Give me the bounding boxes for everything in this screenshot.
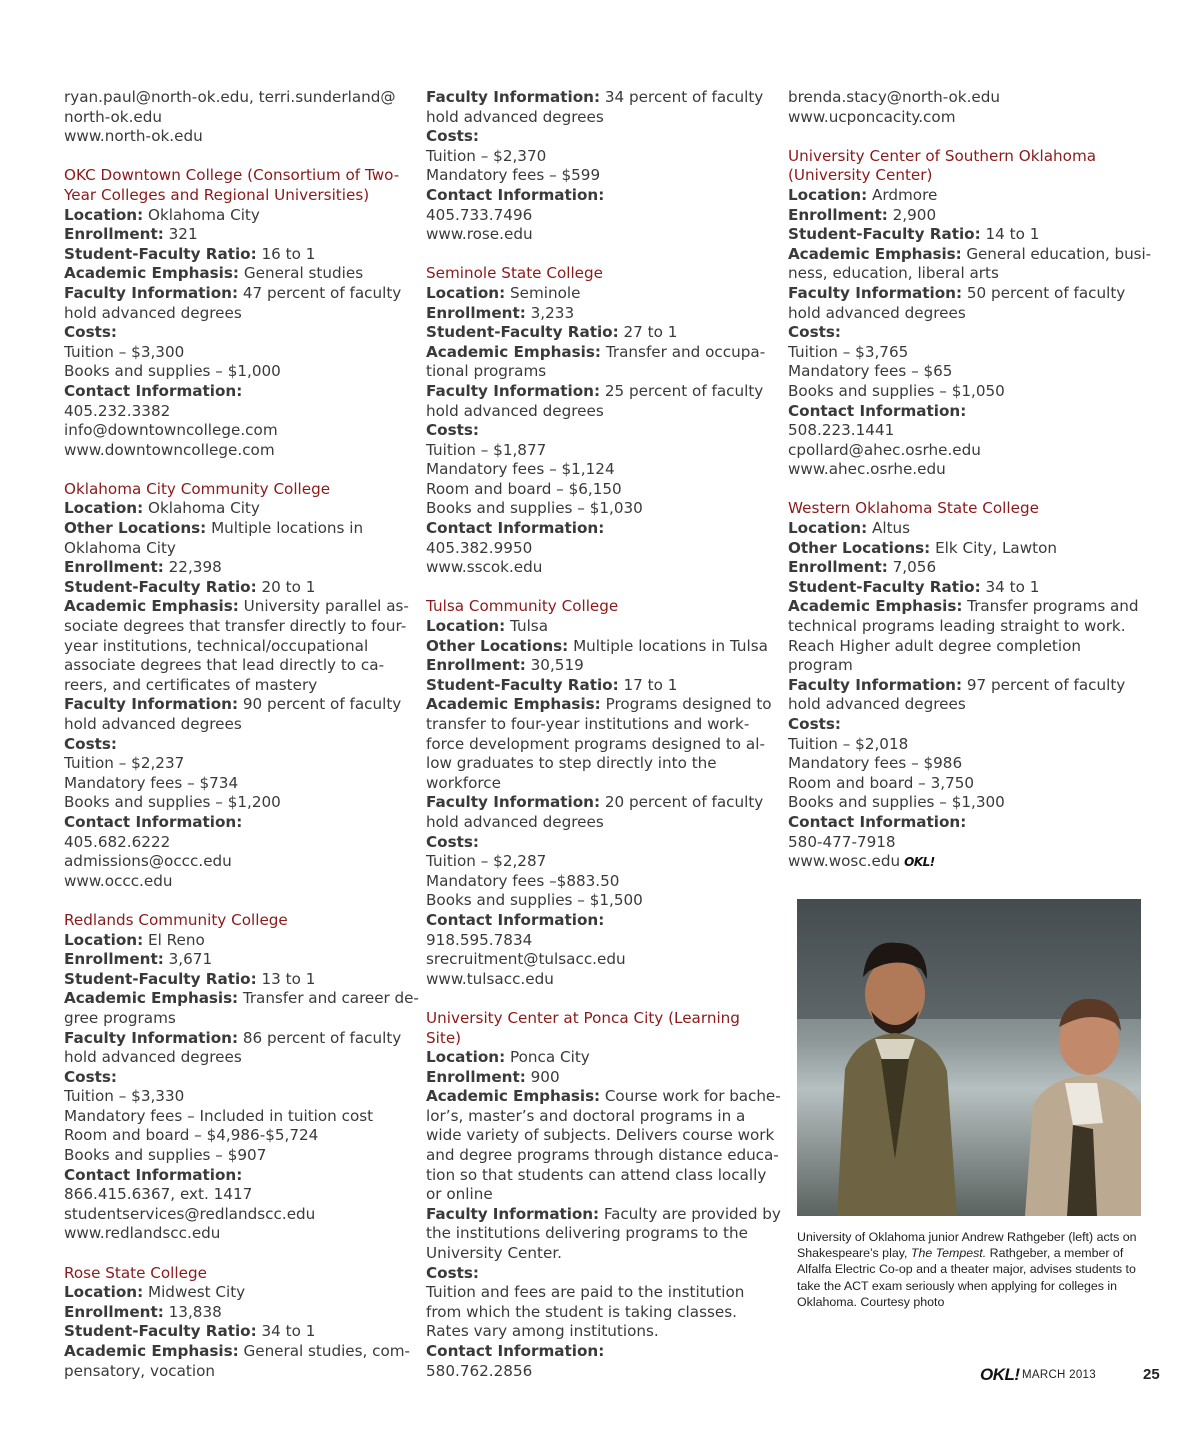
field-line — [426, 519, 768, 539]
field-label: Contact Information: — [426, 910, 605, 929]
college-heading: (University Center) — [788, 166, 933, 185]
text-line: Mandatory fees – $1,124 — [426, 460, 615, 479]
field-value: Transfer and occupa- — [601, 342, 766, 361]
text-line: www.ahec.osrhe.edu — [788, 460, 946, 479]
text-line: Books and supplies – $1,300 — [788, 793, 1005, 812]
field-line — [788, 206, 1130, 226]
field-label: Academic Emphasis: — [64, 989, 239, 1008]
spacer — [64, 147, 406, 167]
field-line — [426, 421, 768, 441]
field-value: Faculty are provided by — [599, 1204, 781, 1223]
text-line: 405.232.3382 — [64, 401, 171, 420]
field-value: General education, busi- — [961, 244, 1152, 263]
text-line: www.ucponcacity.com — [788, 107, 956, 126]
photo-caption — [797, 1229, 1143, 1310]
text-line: Books and supplies – $1,030 — [426, 499, 643, 518]
field-label: Academic Emphasis: — [426, 342, 601, 361]
text-line: 580-477-7918 — [788, 832, 896, 851]
field-line — [426, 1264, 768, 1284]
field-line — [64, 1166, 406, 1186]
field-value: 50 percent of faculty — [962, 283, 1126, 302]
field-value: 25 percent of faculty — [600, 381, 764, 400]
text-line: workforce — [426, 773, 501, 792]
text-line: studentservices@redlandscc.edu — [64, 1204, 316, 1223]
field-label: Contact Information: — [788, 401, 967, 420]
text-line: sociate degrees that transfer directly to four- — [64, 617, 407, 636]
field-line — [426, 1342, 768, 1362]
text-line: brenda.stacy@north-ok.edu — [788, 88, 1001, 106]
field-line — [64, 1029, 406, 1049]
text-line: Tuition – $2,370 — [426, 146, 547, 165]
text-line: hold advanced degrees — [788, 695, 966, 714]
field-value: Multiple locations in Tulsa — [568, 636, 768, 655]
field-line — [64, 323, 406, 343]
field-value: Ardmore — [867, 185, 938, 204]
field-value: University parallel as- — [238, 597, 409, 616]
photo-actors — [797, 899, 1141, 1216]
text-column-2 — [426, 88, 781, 1381]
text-line: tional programs — [426, 362, 547, 381]
field-value: Tulsa — [505, 617, 549, 636]
field-label: Enrollment: — [426, 656, 526, 675]
field-label: Faculty Information: — [64, 283, 239, 302]
text-line: technical programs leading straight to work. — [788, 617, 1126, 636]
text-line: 508.223.1441 — [788, 421, 895, 440]
field-label: Contact Information: — [426, 185, 605, 204]
field-line — [64, 245, 406, 265]
field-line — [64, 1283, 406, 1303]
field-label: Academic Emphasis: — [426, 695, 601, 714]
field-line — [64, 264, 406, 284]
field-line — [426, 186, 768, 206]
caption-play-title: The Tempest. — [910, 1246, 987, 1261]
page-footer — [980, 1365, 1170, 1389]
spacer — [788, 480, 1130, 500]
field-line — [64, 284, 406, 304]
field-label: Contact Information: — [426, 519, 605, 538]
field-value: 34 to 1 — [256, 1322, 316, 1341]
text-line: www.redlandscc.edu — [64, 1224, 221, 1243]
field-value: El Reno — [143, 930, 205, 949]
field-value: 2,900 — [887, 205, 937, 224]
text-line: www.north-ok.edu — [64, 127, 203, 146]
field-line — [64, 1068, 406, 1088]
field-line — [426, 127, 768, 147]
college-heading: Year Colleges and Regional Universities) — [64, 185, 370, 204]
field-line — [64, 382, 406, 402]
field-value: Transfer and career de- — [238, 989, 419, 1008]
field-value: 3,233 — [525, 303, 575, 322]
field-line — [426, 323, 768, 343]
field-label: Costs: — [64, 734, 117, 753]
field-value: Oklahoma City — [143, 499, 260, 518]
text-line: ness, education, liberal arts — [788, 264, 999, 283]
field-label: Academic Emphasis: — [64, 264, 239, 283]
field-label: Other Locations: — [426, 636, 569, 655]
field-line — [788, 597, 1139, 617]
field-line — [788, 402, 1130, 422]
college-heading: Site) — [426, 1028, 462, 1047]
field-line — [64, 695, 406, 715]
text-line: 918.595.7834 — [426, 930, 533, 949]
field-value: 86 percent of faculty — [238, 1028, 402, 1047]
field-line — [64, 1322, 406, 1342]
field-value: 90 percent of faculty — [238, 695, 402, 714]
field-value: Oklahoma City — [143, 205, 260, 224]
text-line: Room and board – $6,150 — [426, 479, 622, 498]
text-line: Room and board – 3,750 — [788, 773, 975, 792]
field-line — [64, 989, 419, 1009]
text-line: force development programs designed to al- — [426, 734, 765, 753]
text-line: Reach Higher adult degree completion — [788, 636, 1082, 655]
field-label: Costs: — [426, 127, 479, 146]
text-line: 866.415.6367, ext. 1417 — [64, 1185, 253, 1204]
text-line: hold advanced degrees — [64, 715, 242, 733]
field-label: Enrollment: — [788, 558, 888, 577]
text-line: pensatory, vocation — [64, 1361, 215, 1380]
field-label: Student-Faculty Ratio: — [64, 244, 257, 263]
college-heading: OKC Downtown College (Consortium of Two- — [64, 166, 400, 185]
field-value: 34 percent of faculty — [600, 88, 764, 106]
field-label: Faculty Information: — [426, 793, 601, 812]
field-label: Enrollment: — [426, 1067, 526, 1086]
text-line — [788, 852, 1130, 873]
field-value: 14 to 1 — [980, 225, 1040, 244]
field-value: Midwest City — [143, 1283, 246, 1302]
field-value: 97 percent of faculty — [962, 675, 1126, 694]
field-label: Location: — [64, 1283, 144, 1302]
text-line: www.sscok.edu — [426, 558, 543, 577]
field-label: Location: — [64, 205, 144, 224]
spacer — [426, 245, 768, 265]
field-value: 27 to 1 — [618, 323, 678, 342]
field-value: 20 to 1 — [256, 577, 316, 596]
text-line: hold advanced degrees — [64, 303, 242, 322]
field-label: Enrollment: — [64, 225, 164, 244]
field-label: Contact Information: — [64, 381, 243, 400]
field-label: Faculty Information: — [64, 1028, 239, 1047]
field-value: 34 to 1 — [980, 577, 1040, 596]
field-label: Costs: — [426, 421, 479, 440]
field-label: Other Locations: — [64, 519, 207, 538]
spacer — [426, 989, 768, 1009]
college-heading: Seminole State College — [426, 264, 603, 283]
text-line: Books and supplies – $1,200 — [64, 793, 281, 812]
text-line: Tuition – $3,300 — [64, 342, 185, 361]
college-heading: Oklahoma City Community College — [64, 479, 331, 498]
field-label: Contact Information: — [64, 1165, 243, 1184]
footer-logo: OKL! — [980, 1365, 1020, 1384]
field-label: Location: — [64, 499, 144, 518]
text-line: www.occc.edu — [64, 871, 173, 890]
field-line — [426, 833, 768, 853]
college-heading: Redlands Community College — [64, 910, 288, 929]
field-value: 3,671 — [163, 950, 213, 969]
field-line — [426, 911, 768, 931]
text-line: Tuition – $1,877 — [426, 440, 547, 459]
text-line: low graduates to step directly into the — [426, 754, 717, 773]
field-value: 30,519 — [525, 656, 584, 675]
text-line: Tuition – $3,330 — [64, 1087, 185, 1106]
college-heading: University Center at Ponca City (Learning — [426, 1008, 740, 1027]
field-label: Contact Information: — [788, 812, 967, 831]
college-heading: Rose State College — [64, 1263, 207, 1282]
field-value: 13 to 1 — [256, 969, 316, 988]
field-value: Ponca City — [505, 1048, 590, 1067]
field-label: Costs: — [788, 715, 841, 733]
field-line — [788, 813, 1130, 833]
text-line: www.rose.edu — [426, 225, 533, 244]
field-label: Academic Emphasis: — [426, 1087, 601, 1106]
text-line: transfer to four-year institutions and work- — [426, 715, 750, 733]
field-value: Programs designed to — [600, 695, 772, 714]
field-line — [64, 206, 406, 226]
text-line: Rates vary among institutions. — [426, 1322, 659, 1341]
text-line: tion so that students can attend class locally — [426, 1165, 767, 1184]
text-line: Tuition – $2,018 — [788, 734, 909, 753]
text-line: Tuition – $2,287 — [426, 852, 547, 871]
field-line — [788, 558, 1130, 578]
field-line — [64, 597, 409, 617]
field-line — [426, 656, 768, 676]
text-line: wide variety of subjects. Delivers course work — [426, 1126, 775, 1145]
field-line — [64, 931, 406, 951]
field-value: General studies — [239, 264, 364, 283]
field-label: Academic Emphasis: — [64, 1342, 239, 1360]
text-line: 405.682.6222 — [64, 832, 171, 851]
field-line — [64, 558, 406, 578]
field-label: Location: — [788, 519, 868, 538]
field-line — [64, 1303, 406, 1323]
field-line — [64, 499, 406, 519]
field-label: Faculty Information: — [64, 695, 239, 714]
field-line — [64, 735, 406, 755]
field-line — [788, 244, 1152, 265]
field-label: Faculty Information: — [426, 381, 601, 400]
field-line — [788, 225, 1130, 245]
field-line — [426, 676, 768, 696]
field-value: 20 percent of faculty — [600, 793, 764, 812]
text-line: Mandatory fees – $986 — [788, 754, 963, 773]
text-line: year institutions, technical/occupational — [64, 636, 369, 655]
field-label: Academic Emphasis: — [788, 597, 963, 616]
field-value: General studies, com- — [238, 1342, 410, 1360]
field-value: 22,398 — [163, 558, 222, 577]
college-heading: Tulsa Community College — [426, 597, 619, 616]
spacer — [64, 460, 406, 480]
field-label: Student-Faculty Ratio: — [426, 323, 619, 342]
field-line — [64, 813, 406, 833]
text-line: and degree programs through distance educa- — [426, 1146, 779, 1165]
field-label: Student-Faculty Ratio: — [788, 577, 981, 596]
text-line: 405.382.9950 — [426, 538, 533, 557]
text-line: www.downtowncollege.com — [64, 440, 275, 459]
field-line — [426, 793, 768, 813]
text-line: Tuition – $2,237 — [64, 754, 185, 773]
text-line: 405.733.7496 — [426, 205, 533, 224]
field-line — [426, 1204, 781, 1225]
field-value: Seminole — [505, 283, 581, 302]
field-value: Transfer programs and — [962, 597, 1139, 616]
field-label: Enrollment: — [426, 303, 526, 322]
field-label: Enrollment: — [64, 1302, 164, 1321]
text-line: hold advanced degrees — [426, 401, 604, 420]
field-line — [788, 676, 1130, 696]
text-line: Books and supplies – $1,500 — [426, 891, 643, 910]
text-line: hold advanced degrees — [64, 1048, 242, 1067]
text-line: www.tulsacc.edu — [426, 969, 554, 988]
text-line: gree programs — [64, 1008, 176, 1027]
field-label: Other Locations: — [788, 538, 931, 557]
text-line: Mandatory fees – Included in tuition cost — [64, 1106, 374, 1125]
spacer — [426, 578, 768, 598]
text-line: hold advanced degrees — [426, 812, 604, 831]
spacer — [64, 1244, 406, 1264]
text-line: admissions@occc.edu — [64, 852, 232, 871]
issue-date: MARCH 2013 — [1022, 1369, 1096, 1381]
field-value: 7,056 — [887, 558, 937, 577]
text-line: associate degrees that lead directly to ca- — [64, 656, 385, 675]
field-line — [426, 88, 768, 108]
field-value: 321 — [163, 225, 198, 244]
field-label: Costs: — [788, 323, 841, 342]
text-line: ryan.paul@north-ok.edu, terri.sunderland@ — [64, 88, 396, 106]
text-line: Room and board – $4,986-$5,724 — [64, 1126, 319, 1145]
field-line — [64, 519, 406, 539]
text-line: University Center. — [426, 1244, 562, 1263]
text-line: Books and supplies – $1,050 — [788, 381, 1005, 400]
caption-text-2: Rathgeber, a member of Alfalfa Electric Co-op and a theater major, advises students to take the ACT exam seriously when applying for colleges in Oklahoma. Courtesy photo — [797, 1246, 1136, 1309]
text-line: Tuition and fees are paid to the institution — [426, 1283, 745, 1302]
field-label: Enrollment: — [788, 205, 888, 224]
college-heading: Western Oklahoma State College — [788, 499, 1039, 518]
text-line: hold advanced degrees — [426, 107, 604, 126]
field-label: Faculty Information: — [426, 88, 601, 106]
text-line: Mandatory fees –$883.50 — [426, 871, 620, 890]
text-line: from which the student is taking classes. — [426, 1302, 737, 1321]
field-label: Costs: — [64, 323, 117, 342]
field-line — [788, 578, 1130, 598]
text-line: info@downtowncollege.com — [64, 421, 278, 440]
text-line: Books and supplies – $1,000 — [64, 362, 281, 381]
text-line: Mandatory fees – $734 — [64, 773, 239, 792]
field-line — [426, 617, 768, 637]
field-line — [788, 284, 1130, 304]
field-label: Location: — [426, 283, 506, 302]
field-label: Academic Emphasis: — [788, 244, 962, 263]
field-label: Student-Faculty Ratio: — [788, 225, 981, 244]
spacer — [788, 127, 1130, 147]
field-label: Contact Information: — [64, 812, 243, 831]
field-value: 16 to 1 — [256, 244, 316, 263]
field-label: Faculty Information: — [426, 1204, 600, 1223]
text-column-3 — [788, 88, 1152, 873]
field-line — [426, 1087, 781, 1107]
field-value: Multiple locations in — [206, 519, 364, 538]
field-label: Academic Emphasis: — [64, 597, 239, 616]
field-label: Costs: — [64, 1067, 117, 1086]
field-line — [788, 186, 1130, 206]
field-line — [64, 970, 406, 990]
text-line: srecruitment@tulsacc.edu — [426, 950, 626, 969]
text-line: Mandatory fees – $599 — [426, 166, 601, 185]
field-value: 13,838 — [163, 1302, 222, 1321]
field-label: Enrollment: — [64, 950, 164, 969]
field-label: Student-Faculty Ratio: — [64, 969, 257, 988]
field-label: Location: — [426, 1048, 506, 1067]
field-line — [426, 1048, 768, 1068]
field-value: 900 — [525, 1067, 560, 1086]
field-label: Faculty Information: — [788, 675, 963, 694]
text-line: 580.762.2856 — [426, 1361, 533, 1380]
field-line — [788, 519, 1130, 539]
text-line: Tuition – $3,765 — [788, 342, 909, 361]
field-line — [788, 715, 1130, 735]
field-label: Location: — [64, 930, 144, 949]
field-line — [426, 304, 768, 324]
field-line — [64, 225, 406, 245]
field-line — [426, 382, 768, 402]
college-heading: University Center of Southern Oklahoma — [788, 146, 1097, 165]
field-line — [426, 343, 768, 363]
text-line: the institutions delivering programs to the — [426, 1224, 748, 1243]
field-value: Course work for bache- — [600, 1087, 781, 1106]
field-value: 47 percent of faculty — [238, 283, 402, 302]
text-column-1 — [64, 88, 419, 1381]
field-label: Student-Faculty Ratio: — [426, 675, 619, 694]
text-line: Oklahoma City — [64, 538, 176, 557]
text-line: Mandatory fees – $65 — [788, 362, 953, 381]
field-line — [426, 1068, 768, 1088]
field-label: Contact Information: — [426, 1342, 605, 1360]
field-line — [64, 950, 406, 970]
field-value: Elk City, Lawton — [930, 538, 1058, 557]
text-line: north-ok.edu — [64, 107, 163, 126]
text-line: cpollard@ahec.osrhe.edu — [788, 440, 981, 459]
field-label: Enrollment: — [64, 558, 164, 577]
end-mark-logo: OKL! — [904, 855, 935, 870]
text-line: Books and supplies – $907 — [64, 1146, 267, 1165]
field-label: Costs: — [426, 1263, 479, 1282]
field-label: Student-Faculty Ratio: — [64, 1322, 257, 1341]
spacer — [64, 891, 406, 911]
field-value: Altus — [867, 519, 911, 538]
field-label: Location: — [788, 185, 868, 204]
text-line: lor’s, master’s and doctoral programs in a — [426, 1106, 746, 1125]
website-text: www.wosc.edu — [788, 852, 901, 871]
text-line: hold advanced degrees — [788, 303, 966, 322]
field-label: Costs: — [426, 832, 479, 851]
field-line — [64, 1342, 410, 1362]
field-label: Student-Faculty Ratio: — [64, 577, 257, 596]
field-line — [788, 539, 1130, 559]
caption-text-1: University of Oklahoma junior Andrew Rathgeber (left) acts on Shakespeare’s play, — [797, 1230, 1137, 1261]
field-line — [426, 637, 768, 657]
field-line — [788, 323, 1130, 343]
field-line — [64, 578, 406, 598]
text-line: reers, and certificates of mastery — [64, 675, 318, 694]
field-line — [426, 695, 772, 715]
field-label: Faculty Information: — [788, 283, 963, 302]
text-line: program — [788, 656, 853, 675]
photo-illustration — [797, 899, 1141, 1216]
text-line: or online — [426, 1185, 493, 1204]
field-value: 17 to 1 — [618, 675, 678, 694]
field-label: Location: — [426, 617, 506, 636]
page-number: 25 — [1143, 1366, 1160, 1383]
field-line — [426, 284, 768, 304]
